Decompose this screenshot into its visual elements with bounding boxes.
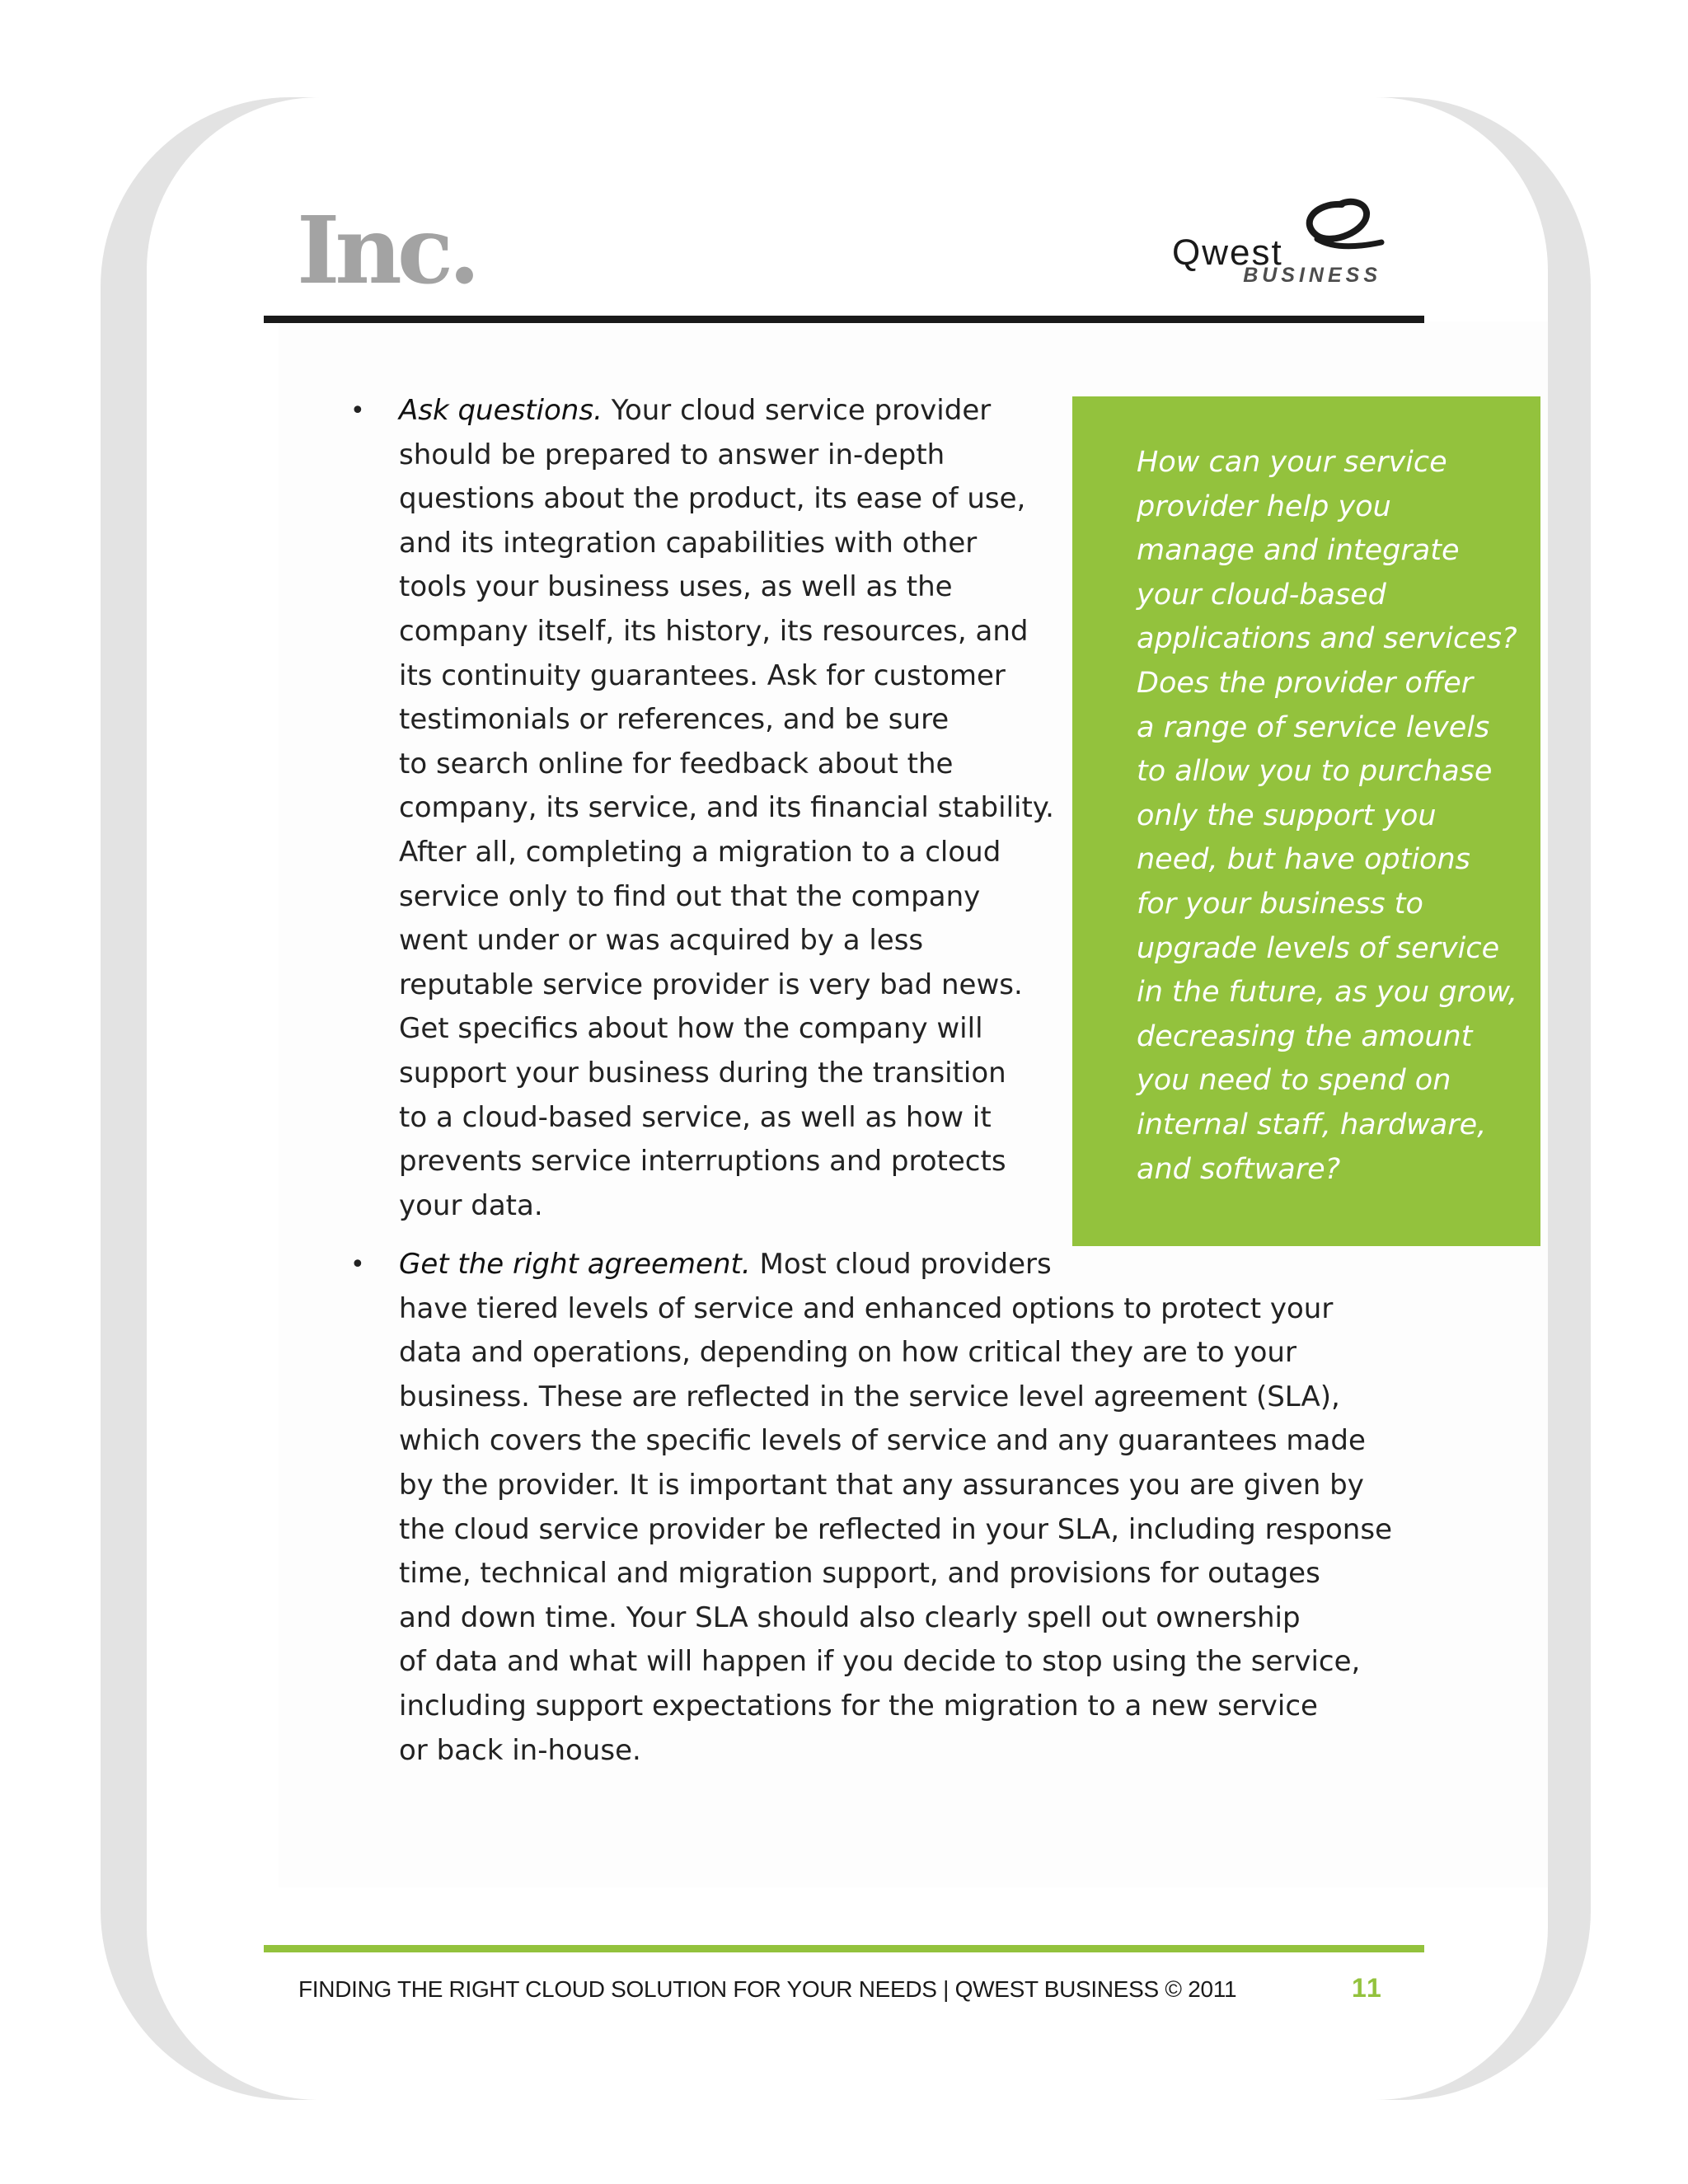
text-line: After all, completing a migration to a cloud — [399, 835, 1001, 869]
bullet-get-right-agreement: Get the right agreement. Most cloud providers have tiered levels of service and enhanced options to protect your data and operations, depending on how critical they are to your business. These are reflected in the service level agreement (SLA), which covers the specific levels of service and any guarantees made by the provider. It is important that any assurances you are given by the cloud service provider be reflected in your SLA, including response time, technical and migration support, and provisions for outages and down time. Your SLA should also clearly spell out ownership of data and what will happen if you decide to stop using the service, including support expectations for the migration to a new service or back in-house. — [399, 1243, 1392, 1773]
callout-line: provider help you — [1137, 490, 1391, 523]
text-line: which covers the specific levels of service and any guarantees made — [399, 1424, 1366, 1458]
callout-text — [1137, 441, 1517, 1192]
text-line: business. These are reflected in the service level agreement (SLA), — [399, 1380, 1340, 1413]
bullet-lead: Get the right agreement. — [399, 1248, 751, 1281]
page-number: 11 — [1352, 1973, 1383, 2003]
text-line: testimonials or references, and be sure — [399, 703, 950, 737]
text-line: questions about the product, its ease of use, — [399, 482, 1026, 516]
text-line: reputable service provider is very bad news. — [399, 968, 1023, 1001]
text-line: or back in-house. — [399, 1733, 641, 1767]
inc-logo: Inc. — [297, 197, 476, 305]
text-line: service only to find out that the company — [399, 879, 981, 913]
callout-line: decreasing the amount — [1137, 1019, 1473, 1053]
callout-line: to allow you to purchase — [1137, 755, 1493, 789]
qwest-q-mark-icon — [1292, 198, 1385, 257]
footer-text: FINDING THE RIGHT CLOUD SOLUTION FOR YOUR NEEDS | QWEST BUSINESS © 2011 — [298, 1976, 1237, 2002]
text-line: the cloud service provider be reflected in your SLA, including response — [399, 1512, 1392, 1546]
callout-line: a range of service levels — [1137, 710, 1490, 744]
callout-line: only the support you — [1137, 799, 1437, 832]
qwest-business-label: BUSINESS — [1243, 264, 1381, 287]
callout-box — [1072, 396, 1540, 1246]
callout-line: you need to spend on — [1137, 1064, 1451, 1098]
text-line: by the provider. It is important that any assurances you are given by — [399, 1468, 1364, 1502]
text-line: to search online for feedback about the — [399, 747, 954, 780]
text-line: company itself, its history, its resources, and — [399, 614, 1029, 648]
header-rule — [264, 316, 1424, 323]
text-line: tools your business uses, as well as the — [399, 570, 953, 604]
callout-line: and software? — [1137, 1152, 1341, 1186]
footer-rule — [264, 1945, 1424, 1952]
text-line: its continuity guarantees. Ask for customer — [399, 658, 1006, 692]
callout-line: applications and services? — [1137, 622, 1517, 656]
bullet-marker: • — [350, 396, 365, 425]
callout-line: in the future, as you grow, — [1137, 976, 1517, 1010]
callout-line: Does the provider offer — [1137, 666, 1474, 700]
text-line: to a cloud-based service, as well as how it — [399, 1100, 992, 1134]
text-line: data and operations, depending on how critical they are to your — [399, 1336, 1296, 1370]
callout-line: How can your service — [1137, 446, 1447, 479]
text-line: and its integration capabilities with other — [399, 526, 978, 560]
text-line: went under or was acquired by a less — [399, 924, 924, 958]
text-line: and down time. Your SLA should also clearly spell out ownership — [399, 1601, 1301, 1634]
qwest-business-logo — [1169, 198, 1385, 295]
text-line: should be prepared to answer in-depth — [399, 438, 945, 471]
text-line: Get specifics about how the company will — [399, 1012, 983, 1046]
callout-line: your cloud-based — [1137, 578, 1386, 612]
text-line: time, technical and migration support, and provisions for outages — [399, 1557, 1320, 1591]
text-line: prevents service interruptions and protects — [399, 1145, 1006, 1179]
text-line: company, its service, and its financial stability. — [399, 791, 1054, 825]
text-line: have tiered levels of service and enhanced options to protect your — [399, 1291, 1334, 1325]
callout-line: upgrade levels of service — [1137, 931, 1500, 965]
qwest-wordmark: Qwest — [1172, 232, 1283, 273]
text-line: of data and what will happen if you decide to stop using the service, — [399, 1645, 1361, 1679]
callout-line: need, but have options — [1137, 843, 1470, 877]
bullet-marker: • — [350, 1250, 365, 1279]
bullet-ask-questions: Ask questions. Your cloud service provider should be prepared to answer in-depth questions about the product, its ease of use, and its integration capabilities with other tools your business uses, as well as the company itself, its history, its resources, and its continuity guarantees. Ask for customer testimonials or references, and be sure to search online for feedback about the company, its service, and its financial stability. After all, completing a migration to a cloud service only to find out that the company went under or was acquired by a less reputable service provider is very bad news. Get specifics about how the company will support your business during the transition to a cloud-based service, as well as how it prevents service interruptions and protects your data. — [399, 389, 1054, 1228]
callout-line: manage and integrate — [1137, 534, 1460, 568]
callout-line: for your business to — [1137, 887, 1423, 921]
text-line: your data. — [399, 1188, 543, 1222]
callout-line: internal staff, hardware, — [1137, 1108, 1487, 1141]
text-line: including support expectations for the migration to a new service — [399, 1689, 1318, 1722]
text-line: support your business during the transition — [399, 1056, 1006, 1090]
bullet-lead: Ask questions. — [399, 394, 603, 427]
